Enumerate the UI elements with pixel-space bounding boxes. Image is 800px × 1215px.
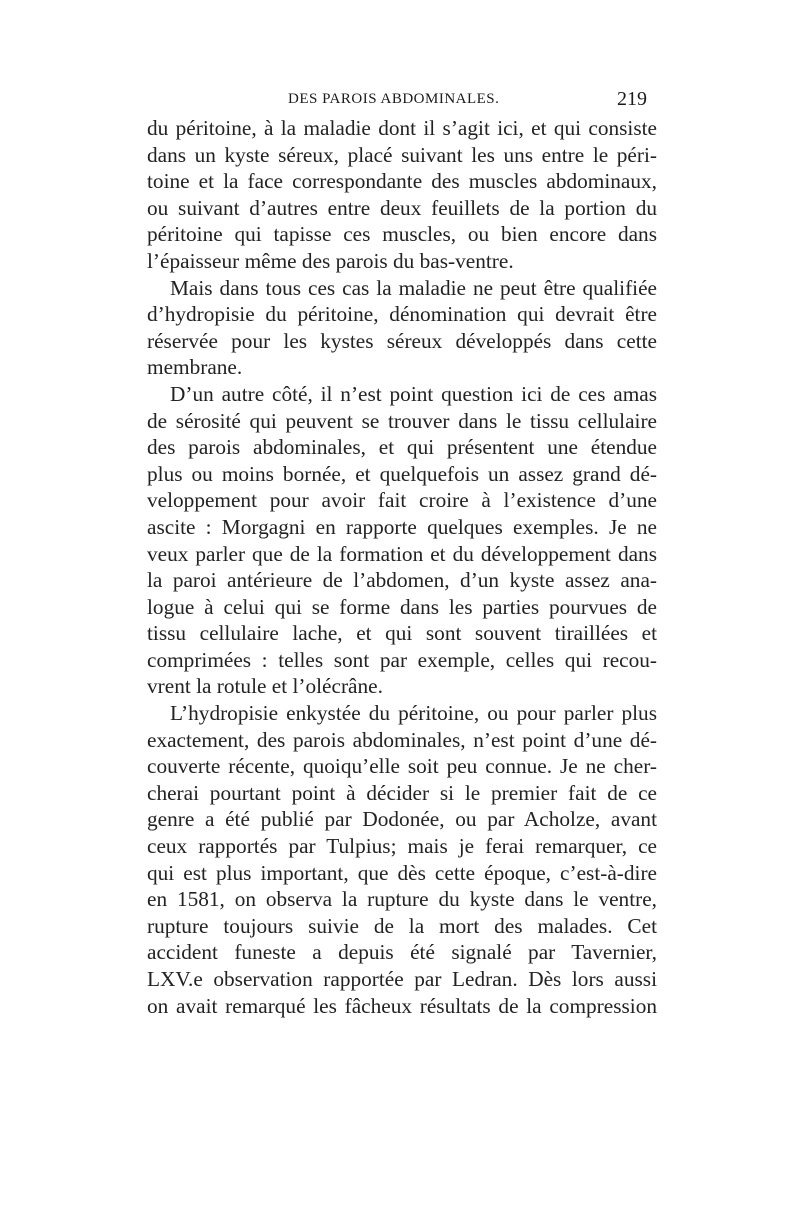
text-line: la paroi antérieure de l’abdomen, d’un kyste assez ana-	[147, 568, 657, 593]
text-line: exactement, des parois abdominales, n’est point d’une dé-	[147, 727, 657, 752]
text-line: tissu cellulaire lache, et qui sont souvent tiraillées et	[147, 621, 657, 646]
text-line: couverte récente, quoiqu’elle soit peu connue. Je ne cher-	[147, 754, 657, 779]
text-line: logue à celui qui se forme dans les parties pourvues de	[147, 594, 657, 619]
text-line: qui est plus important, que dès cette époque, c’est-à-dire	[147, 860, 657, 885]
text-line: veloppement pour avoir fait croire à l’existence d’une	[147, 488, 657, 513]
text-line: veux parler que de la formation et du développement dans	[147, 541, 657, 566]
text-line: comprimées : telles sont par exemple, celles qui recou-	[147, 647, 657, 672]
text-line: D’un autre côté, il n’est point question ici de ces amas	[170, 381, 657, 406]
text-line: dans un kyste séreux, placé suivant les uns entre le péri-	[147, 142, 657, 167]
text-line: d’hydropisie du péritoine, dénomination qui devrait être	[147, 302, 657, 327]
text-line: en 1581, on observa la rupture du kyste dans le ventre,	[147, 887, 657, 912]
text-line: cherai pourtant point à décider si le premier fait de ce	[147, 780, 657, 805]
text-line: toine et la face correspondante des muscles abdominaux,	[147, 169, 657, 194]
text-line: de sérosité qui peuvent se trouver dans le tissu cellulaire	[147, 408, 657, 433]
text-line: ascite : Morgagni en rapporte quelques exemples. Je ne	[147, 514, 657, 539]
text-line: du péritoine, à la maladie dont il s’agit ici, et qui consiste	[147, 116, 657, 140]
text-line: plus ou moins bornée, et quelquefois un assez grand dé-	[147, 461, 657, 486]
page-number: 219	[617, 88, 647, 110]
running-title: DES PAROIS ABDOMINALES.	[288, 91, 500, 107]
text-line: L’hydropisie enkystée du péritoine, ou pour parler plus	[170, 701, 657, 726]
text-line: ou suivant d’autres entre deux feuillets de la portion du	[147, 195, 657, 220]
text-line: ceux rapportés par Tulpius; mais je ferai remarquer, ce	[147, 834, 657, 859]
text-line: l’épaisseur même des parois du bas-ventre.	[147, 248, 514, 273]
text-line: membrane.	[147, 355, 243, 380]
text-line: accident funeste a depuis été signalé par Tavernier,	[147, 940, 657, 965]
text-line: péritoine qui tapisse ces muscles, ou bien encore dans	[147, 222, 657, 247]
text-line: des parois abdominales, et qui présentent une étendue	[147, 435, 657, 460]
body-text	[147, 115, 657, 1019]
text-line: LXV.e observation rapportée par Ledran. Dès lors aussi	[147, 967, 657, 991]
text-line: rupture toujours suivie de la mort des malades. Cet	[147, 913, 657, 938]
text-line: Mais dans tous ces cas la maladie ne peut être qualifiée	[170, 275, 657, 300]
text-line: on avait remarqué les fâcheux résultats de la compression	[147, 993, 657, 1018]
text-line: genre a été publié par Dodonée, ou par Acholze, avant	[147, 807, 657, 832]
text-line: vrent la rotule et l’olécrâne.	[147, 674, 383, 699]
text-line: réservée pour les kystes séreux développés dans cette	[147, 328, 657, 353]
